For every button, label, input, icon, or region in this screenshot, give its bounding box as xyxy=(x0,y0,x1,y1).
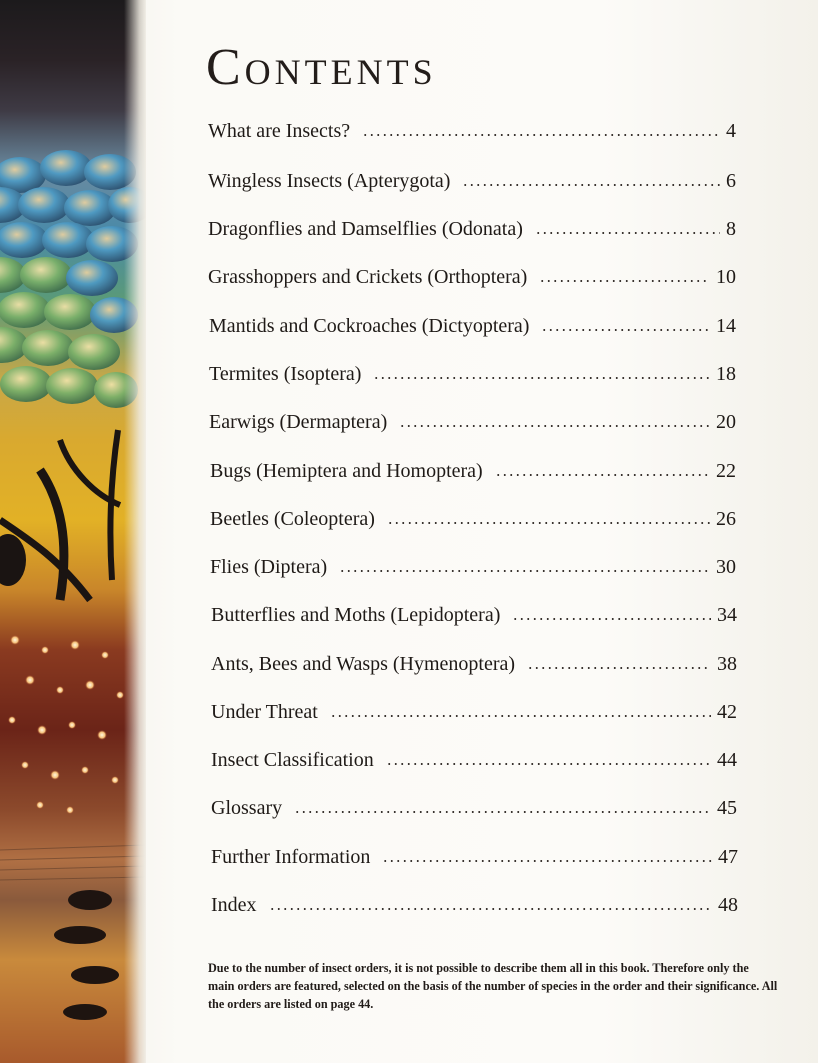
toc-entry-title: Grasshoppers and Crickets (Orthoptera) xyxy=(208,266,528,288)
toc-entry[interactable] xyxy=(208,166,736,196)
dot-leader xyxy=(462,184,720,186)
dot-leader xyxy=(382,860,712,862)
toc-entry[interactable] xyxy=(210,552,736,582)
dot-leader xyxy=(294,811,711,813)
toc-entry-title: Wingless Insects (Apterygota) xyxy=(208,170,451,192)
toc-entry-page: 26 xyxy=(716,508,736,530)
toc-entry-page: 22 xyxy=(716,460,736,482)
toc-entry-page: 18 xyxy=(716,363,736,385)
toc-entry-title: Glossary xyxy=(211,797,283,819)
dot-leader xyxy=(362,134,720,136)
toc-entry-page: 42 xyxy=(717,701,737,723)
toc-entry[interactable] xyxy=(211,600,737,630)
toc-entry[interactable] xyxy=(211,842,738,872)
page-title: Contents xyxy=(206,39,437,96)
toc-entry-page: 20 xyxy=(716,411,736,433)
dot-leader xyxy=(387,522,710,524)
toc-entry-page: 44 xyxy=(717,749,737,771)
toc-entry[interactable] xyxy=(208,116,736,146)
dot-leader xyxy=(527,667,711,669)
dot-leader xyxy=(386,763,711,765)
toc-entry-title: What are Insects? xyxy=(208,120,351,142)
toc-entry[interactable] xyxy=(209,407,736,437)
toc-entry-title: Further Information xyxy=(211,846,371,868)
dot-leader xyxy=(399,425,710,427)
toc-entry[interactable] xyxy=(211,745,737,775)
toc-entry[interactable] xyxy=(211,890,738,920)
dot-leader xyxy=(541,329,710,331)
toc-entry[interactable] xyxy=(209,311,736,341)
toc-entry-page: 47 xyxy=(718,846,738,868)
toc-entry-title: Under Threat xyxy=(211,701,318,723)
toc-entry-title: Ants, Bees and Wasps (Hymenoptera) xyxy=(211,653,516,675)
toc-entry-title: Earwigs (Dermaptera) xyxy=(209,411,388,433)
toc-entry-title: Termites (Isoptera) xyxy=(209,363,362,385)
dot-leader xyxy=(495,474,710,476)
dot-leader xyxy=(339,570,710,572)
toc-entry-title: Mantids and Cockroaches (Dictyoptera) xyxy=(209,315,530,337)
toc-entry[interactable] xyxy=(211,793,737,823)
dot-leader xyxy=(539,280,710,282)
toc-entry-page: 8 xyxy=(726,218,736,240)
toc-entry-page: 10 xyxy=(716,266,736,288)
toc-entry-page: 48 xyxy=(718,894,738,916)
toc-entry-page: 4 xyxy=(726,120,736,142)
toc-entry-page: 45 xyxy=(717,797,737,819)
toc-entry[interactable] xyxy=(209,359,736,389)
toc-entry[interactable] xyxy=(210,456,736,486)
toc-entry[interactable] xyxy=(208,214,736,244)
toc-entry[interactable] xyxy=(210,504,736,534)
toc-entry-title: Index xyxy=(211,894,257,916)
dot-leader xyxy=(373,377,710,379)
toc-entry-page: 38 xyxy=(717,653,737,675)
toc-entry[interactable] xyxy=(211,697,737,727)
dot-leader xyxy=(512,618,711,620)
toc-entry-page: 14 xyxy=(716,315,736,337)
toc-entry-title: Insect Classification xyxy=(211,749,374,771)
toc-entry-page: 34 xyxy=(717,604,737,626)
toc-entry-page: 30 xyxy=(716,556,736,578)
toc-entry-title: Dragonflies and Damselflies (Odonata) xyxy=(208,218,523,240)
dot-leader xyxy=(269,908,712,910)
toc-entry-title: Butterflies and Moths (Lepidoptera) xyxy=(211,604,501,626)
toc-entry-title: Beetles (Coleoptera) xyxy=(210,508,375,530)
toc-entry[interactable] xyxy=(208,262,736,292)
dot-leader xyxy=(330,715,711,717)
footnote: Due to the number of insect orders, it is not possible to describe them all in this book. Therefore only the main orders are featured, selected on the basis of the number of species in the order and their significance. All the orders are listed on page 44. xyxy=(208,961,778,1011)
toc-entry-page: 6 xyxy=(726,170,736,192)
dot-leader xyxy=(535,232,720,234)
toc-entry-title: Bugs (Hemiptera and Homoptera) xyxy=(210,460,483,482)
toc-entry-title: Flies (Diptera) xyxy=(210,556,328,578)
toc-entry[interactable] xyxy=(211,649,737,679)
